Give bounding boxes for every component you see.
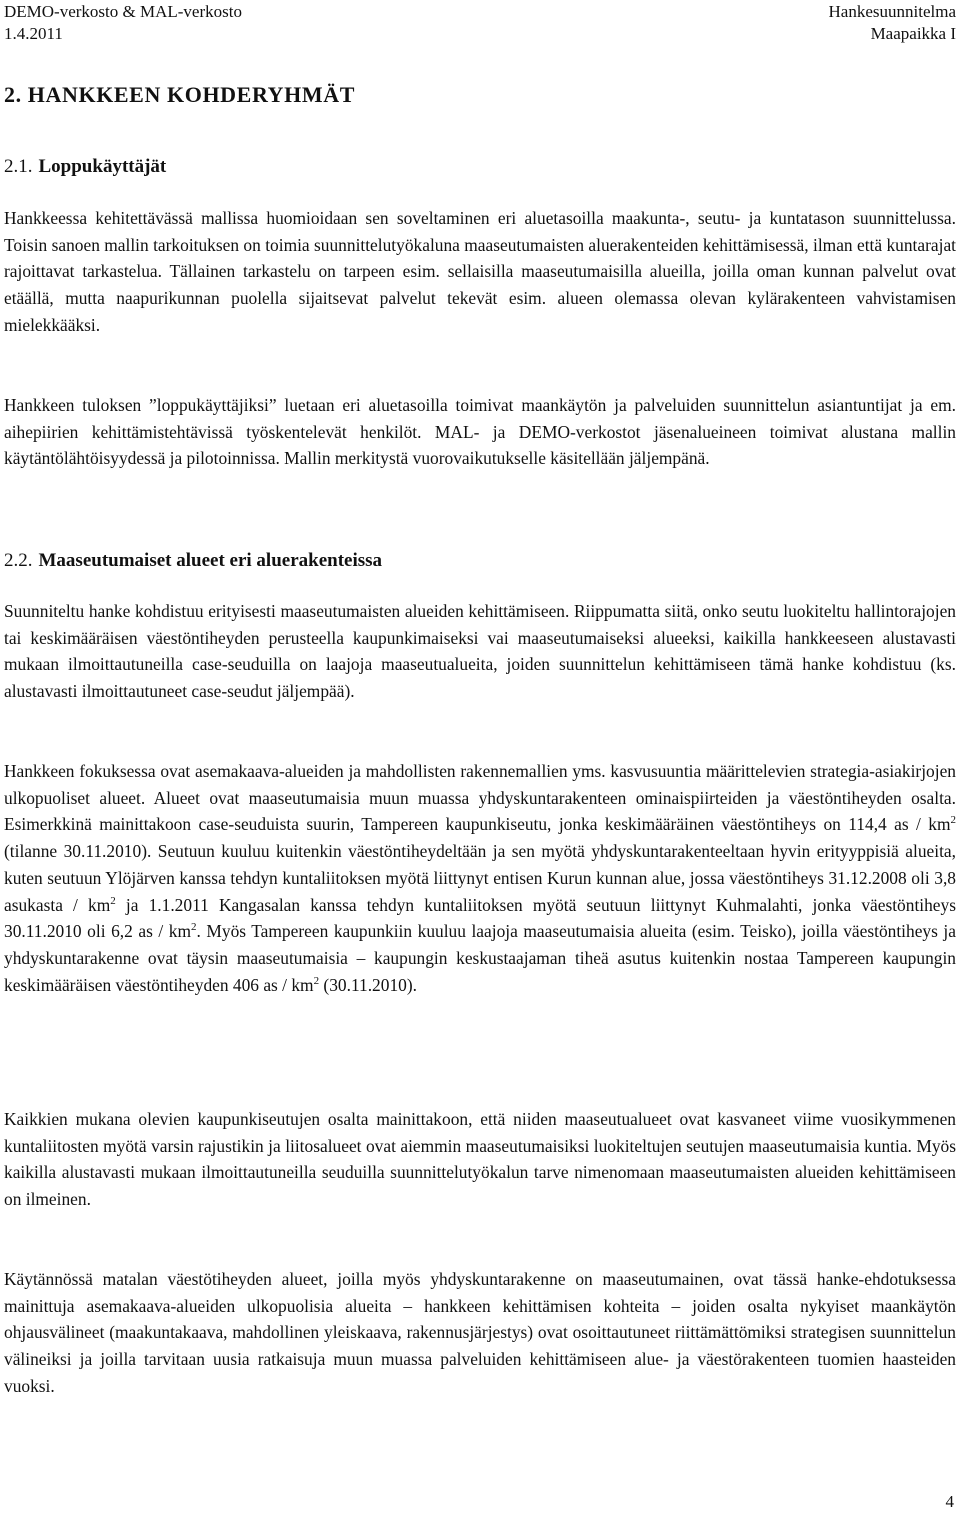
superscript: 2 bbox=[313, 974, 320, 987]
text-run: Hankkeen fokuksessa ovat asemakaava-alueiden ja mahdollisten rakennemallien yms. kasvusuuntia määrittelevien strategia-asiakirjojen ulkopuoliset alueet. Alueet ovat maaseutumaisia muun muassa yhdyskuntarakenteen ominaispiirteiden ja väestöntiheyden osalta. Esimerkkinä mainittakoon case-seuduista suurin, Tampereen kaupunkiseutu, jonka keskimääräinen väestöntiheys on 114,4 as / km bbox=[4, 761, 956, 835]
page-number: 4 bbox=[945, 1492, 954, 1511]
running-header-line-1 bbox=[4, 2, 956, 22]
text-run: . Myös Tampereen kaupunkiin kuuluu laajoja maaseutumaisia alueita (esim. Teisko), joilla väestöntiheys ja yhdyskuntarakenne ovat täysin maaseutumaisia – kaupungin keskustaajaman tiheä asutus kuitenkin nostaa Tampereen kaupungin keskimääräisen väestöntiheyden 406 as / km bbox=[4, 921, 956, 995]
subsection-title: Maaseutumaiset alueet eri aluerakenteissa bbox=[38, 550, 383, 571]
paragraph-municipal-mergers: Kaikkien mukana olevien kaupunkiseutujen osalta mainittakoon, että niiden maaseutualueet ovat kasvaneet viime vuosikymmenen kuntaliitosten myötä varsin rajustikin ja liitosalueet ovat aiemmin maaseutumaisiksi luokiteltujen seutujen maaseutumaisia kuntia. Myös kaikilla alustavasti mukaan ilmoittautuneilla seuduilla suunnittelutyökalun tarve nimenomaan maaseutumaisten alueiden kehittämiseen on ilmeinen. bbox=[4, 1109, 956, 1210]
subsection-number: 2.2. bbox=[4, 550, 33, 571]
paragraph-model-application: Hankkeessa kehitettävässä mallissa huomioidaan sen soveltaminen eri aluetasoilla maakunta-, seutu- ja kuntatason suunnittelussa. Toisin sanoen mallin tarkoituksen on toimia suunnittelutyökaluna maaseutumaisten aluerakenteiden kehittämisessä, ilman että kuntarajat rajoittavat tarkastelua. Tällainen tarkastelu on tarpeen esim. sellaisilla maaseutumaisilla alueilla, joilla oman kunnan palvelut ovat etäällä, mutta naapurikunnan puolella sijaitsevat palvelut tekevät esim. alueen olemassa olevan kylärakenteen vahvistamisen mielekkääksi. bbox=[4, 208, 956, 335]
paragraph-project-focus: Suunniteltu hanke kohdistuu erityisesti maaseutumaisten alueiden kehittämiseen. Riippumatta siitä, onko seutu luokiteltu hallintorajojen tai keskimääräisen väestöntiheyden perusteella kaupunkimaiseksi vai maaseutumaiseksi alueeksi, kaikilla hankkeeseen alustavasti mukaan ilmoittautuneilla case-seuduilla on laajoja maaseutualueita, joiden suunnittelun kehittämiseen tämä hanke kohdistuu (ks. alustavasti ilmoittautuneet case-seudut jäljempää). bbox=[4, 601, 956, 702]
text-run: (tilanne 30.11.2010). Seutuun kuuluu kuitenkin väestöntiheydeltään ja sen myötä yhdyskuntarakenteeltaan hyvin erityyppisiä alueita, kuten seutuun Ylöjärven kanssa tehdyn kuntaliitoksen myötä liittynyt entisen Kurun kunnan alue, jossa väestöntiheys 31.12.2008 oli 3,8 asukasta / km bbox=[4, 841, 956, 915]
subsection-heading-rural-areas bbox=[4, 550, 382, 572]
subsection-heading-end-users bbox=[4, 156, 166, 178]
running-header-line-2 bbox=[4, 24, 956, 44]
superscript: 2 bbox=[950, 814, 956, 827]
paragraph-end-users-definition: Hankkeen tuloksen ”loppukäyttäjiksi” luetaan eri aluetasoilla toimivat maankäytön ja palveluiden suunnittelun asiantuntijat ja em. aihepiirien kehittämistehtävissä työskentelevät henkilöt. MAL- ja DEMO-verkostot jäsenalueineen toimivat alustana mallin käytäntölähtöisyydessä ja pilotoinnissa. Mallin merkitystä vuorovaikutukselle käsitellään jäljempänä. bbox=[4, 395, 956, 469]
section-heading: 2. HANKKEEN KOHDERYHMÄT bbox=[4, 82, 355, 107]
header-document-type: Hankesuunnitelma bbox=[828, 2, 956, 21]
superscript: 2 bbox=[191, 921, 197, 934]
subsection-number: 2.1. bbox=[4, 156, 33, 177]
header-date: 1.4.2011 bbox=[4, 24, 63, 43]
superscript: 2 bbox=[110, 894, 116, 907]
header-project-name: Maapaikka I bbox=[870, 24, 956, 43]
header-network-names: DEMO-verkosto & MAL-verkosto bbox=[4, 2, 242, 21]
text-run: (30.11.2010). bbox=[319, 974, 417, 995]
subsection-title: Loppukäyttäjät bbox=[38, 156, 167, 177]
text-run: ja 1.1.2011 Kangasalan kanssa tehdyn kuntaliitoksen myötä seutuun liittynyt Kuhmalahti, jonka väestöntiheys 30.11.2010 oli 6,2 as / km bbox=[4, 894, 956, 942]
paragraph-low-density-areas: Käytännössä matalan väestötiheyden alueet, joilla myös yhdyskuntarakenne on maaseutumainen, ovat tässä hanke-ehdotuksessa mainittuja asemakaava-alueiden ulkopuolisia alueita – hankkeen kehittämisen kohteita – joiden osalta nykyiset maankäytön ohjausvälineet (maakuntakaava, mahdollinen yleiskaava, rakennusjärjestys) ovat osoittautuneet riittämättömiksi strategisen suunnittelun välineiksi ja joilla tarvitaan uusia ratkaisuja muun muassa palveluiden kehittämiseen alue- ja väestörakenteen tuomien haasteiden vuoksi. bbox=[4, 1269, 956, 1396]
paragraph-population-density bbox=[4, 758, 956, 998]
